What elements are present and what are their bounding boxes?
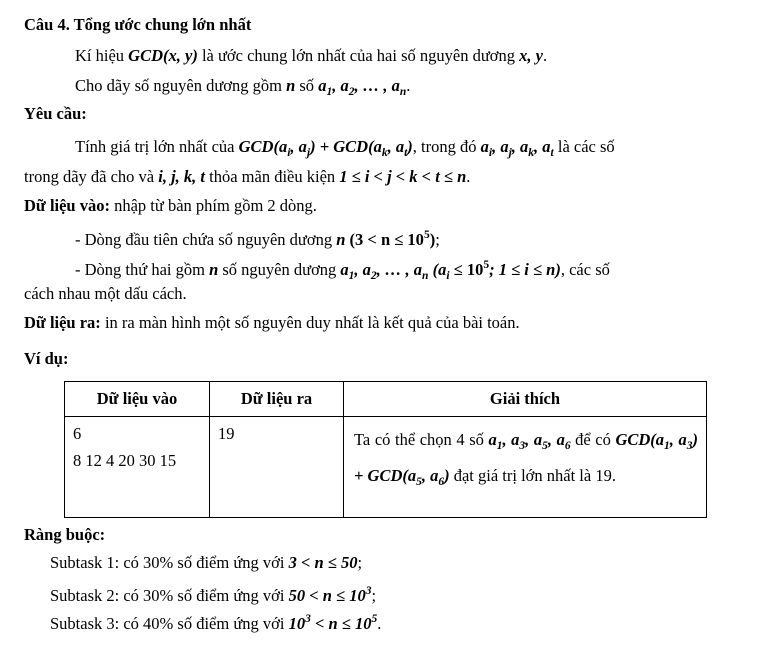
text: Ta có thể chọn 4 số	[354, 430, 489, 449]
subscript: 1	[664, 440, 670, 452]
math: , a	[525, 430, 543, 449]
header-input: Dữ liệu vào	[65, 382, 210, 417]
subtask-2	[50, 580, 376, 607]
math: , … , a	[376, 260, 423, 279]
text: để có	[570, 430, 616, 449]
output-sample: 19	[218, 424, 235, 443]
math: )	[444, 466, 450, 485]
subscript: 2	[370, 270, 377, 282]
requirement-title: Yêu cầu:	[24, 104, 87, 123]
math: a	[318, 76, 327, 95]
math: ) + GCD(a	[354, 430, 698, 485]
subscript: n	[399, 86, 407, 98]
superscript: 5	[423, 229, 430, 241]
math: , a	[534, 137, 551, 156]
text: là ước chung lớn nhất của hai số nguyên dương	[197, 46, 520, 65]
text: .	[466, 167, 471, 186]
requirement-line-2	[24, 166, 470, 188]
math: , a	[387, 137, 405, 156]
math: , a	[354, 260, 371, 279]
text: in ra màn hình một số nguyên duy nhất là kết quả của bài toán.	[100, 313, 520, 332]
math: , a	[669, 430, 687, 449]
text: .	[542, 46, 548, 65]
subscript: 2	[348, 86, 355, 98]
math: n	[286, 76, 296, 95]
cell-output	[210, 417, 344, 518]
math: )	[407, 137, 413, 156]
problem-heading: Câu 4. Tổng ước chung lớn nhất	[24, 15, 252, 34]
subscript: t	[404, 147, 408, 159]
text: Cho dãy số nguyên dương gồm	[75, 76, 287, 95]
text: đạt giá trị lớn nhất là 19.	[449, 466, 616, 485]
text: - Dòng đầu tiên chứa số nguyên dương	[75, 230, 337, 249]
math: , a	[492, 137, 509, 156]
math: , a	[421, 466, 439, 485]
output-title: Dữ liệu ra:	[24, 313, 101, 332]
math: n	[209, 260, 219, 279]
subtask-1	[50, 552, 362, 574]
text: Subtask 1: có 30% số điểm ứng với	[50, 553, 289, 572]
text: ;	[357, 553, 363, 572]
math: 3 < n ≤ 50	[288, 553, 358, 572]
math: , a	[502, 430, 520, 449]
subtask-3	[50, 608, 381, 635]
input-line-1	[75, 224, 440, 251]
header-explain: Giải thích	[344, 382, 707, 417]
input-line-3: cách nhau một dấu cách.	[24, 284, 187, 303]
subscript: k	[381, 147, 388, 159]
table-header-row	[65, 382, 707, 417]
requirement-line-1	[75, 136, 615, 164]
text: ;	[371, 586, 377, 605]
subscript: 3	[519, 440, 526, 452]
subscript: 1	[348, 270, 355, 282]
text: nhập từ bàn phím gồm 2 dòng.	[109, 196, 317, 215]
subscript: i	[446, 270, 450, 282]
text: là các số	[553, 137, 615, 156]
text: số	[295, 76, 319, 95]
cell-explain	[344, 417, 707, 518]
math: (3 < n ≤ 10	[345, 230, 424, 249]
text: , các số	[560, 260, 610, 279]
math: 10	[288, 614, 306, 633]
math: a	[340, 260, 349, 279]
text: trong dãy đã cho và	[24, 167, 159, 186]
superscript: 5	[371, 613, 378, 625]
subscript: n	[422, 270, 429, 282]
superscript: 3	[365, 585, 372, 597]
example-table	[64, 381, 707, 518]
math: i, j, k, t	[158, 167, 206, 186]
input-title: Dữ liệu vào:	[24, 196, 110, 215]
output-description	[24, 312, 520, 334]
math: GCD(a	[238, 137, 288, 156]
subscript: i	[488, 147, 493, 159]
math: 1 ≤ i < j < k < t ≤ n	[339, 167, 467, 186]
input-description	[24, 195, 317, 217]
math: a	[488, 430, 497, 449]
math: x, y	[519, 46, 543, 65]
math: , a	[547, 430, 565, 449]
text: - Dòng thứ hai gồm	[75, 260, 210, 279]
text: .	[377, 614, 382, 633]
math: (a	[428, 260, 447, 279]
text: ;	[435, 230, 440, 249]
subscript: 5	[416, 476, 422, 488]
text: Tính giá trị lớn nhất của	[75, 137, 239, 156]
example-title: Ví dụ:	[24, 349, 69, 368]
superscript: 3	[305, 613, 311, 625]
subscript: 3	[686, 440, 693, 452]
subscript: k	[528, 147, 535, 159]
subscript: j	[508, 147, 512, 159]
text: thỏa mãn điều kiện	[205, 167, 340, 186]
subscript: i	[287, 147, 291, 159]
subscript: 6	[564, 440, 571, 452]
intro-line-2	[75, 75, 410, 103]
text: Subtask 2: có 30% số điểm ứng với	[50, 586, 289, 605]
intro-line-1	[75, 45, 547, 67]
math: , … , a	[354, 76, 400, 95]
table-row	[65, 417, 707, 518]
explanation	[344, 417, 706, 497]
text: Kí hiệu	[75, 46, 129, 65]
constraints-title: Ràng buộc:	[24, 525, 106, 544]
math: , a	[511, 137, 529, 156]
text: Subtask 3: có 40% số điểm ứng với	[50, 614, 289, 633]
subscript: 5	[542, 440, 548, 452]
subscript: 1	[496, 440, 503, 452]
math: a	[480, 137, 489, 156]
input-sample-line: 8 12 4 20 30 15	[73, 451, 177, 470]
text: .	[406, 76, 411, 95]
subscript: 6	[438, 476, 445, 488]
input-sample-line: 6	[73, 424, 82, 443]
math: GCD(a	[615, 430, 665, 449]
header-output: Dữ liệu ra	[210, 382, 344, 417]
math: , a	[290, 137, 307, 156]
math: n	[336, 230, 346, 249]
math: )	[429, 230, 436, 249]
text: , trong đó	[412, 137, 481, 156]
math: , a	[332, 76, 349, 95]
math: GCD(x, y)	[128, 46, 198, 65]
math: ; 1 ≤ i ≤ n)	[489, 260, 561, 279]
text: số nguyên dương	[218, 260, 341, 279]
cell-input	[65, 417, 210, 518]
subscript: t	[550, 147, 554, 159]
subscript: j	[306, 147, 311, 159]
subscript: 1	[326, 86, 333, 98]
superscript: 5	[483, 259, 490, 271]
math: 50 < n ≤ 10	[288, 586, 366, 605]
math: ≤ 10	[449, 260, 484, 279]
math: ) + GCD(a	[310, 137, 382, 156]
math: < n ≤ 10	[310, 614, 372, 633]
